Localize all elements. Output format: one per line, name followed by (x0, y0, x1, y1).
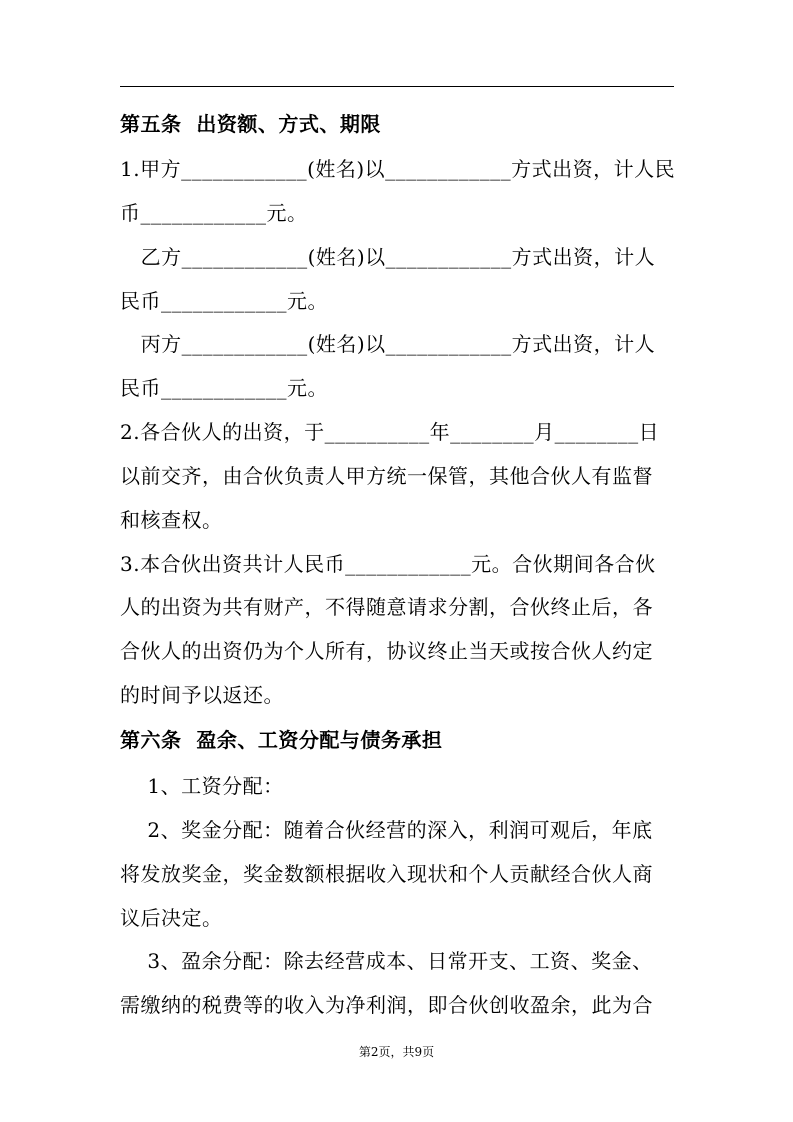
header-rule (120, 86, 674, 87)
section-5-line-11: 人的出资为共有财产，不得随意请求分割，合伙终止后，各 (120, 595, 653, 619)
section-5-line-6: 民币____________元。 (120, 376, 328, 400)
section-6-line-1: 1、工资分配： (120, 774, 284, 798)
section-6-line-6: 需缴纳的税费等的收入为净利润，即合伙创收盈余，此为合 (120, 993, 653, 1017)
section-5-line-7: 2.各合伙人的出资，于__________年________月________日 (120, 420, 660, 444)
section-6-heading: 第六条 盈余、工资分配与债务承担 (120, 728, 443, 752)
section-5-line-9: 和核查权。 (120, 508, 223, 532)
section-5-line-1: 1.甲方____________(姓名)以____________方式出资，计人民 (120, 157, 676, 181)
section-5-line-5: 丙方____________(姓名)以____________方式出资，计人 (120, 332, 656, 356)
section-6-line-3: 将发放奖金，奖金数额根据收入现状和个人贡献经合伙人商 (120, 862, 653, 886)
section-5-line-12: 合伙人的出资仍为个人所有，协议终止当天或按合伙人约定 (120, 639, 653, 663)
section-5-line-13: 的时间予以返还。 (120, 683, 284, 707)
section-5-line-4: 民币____________元。 (120, 289, 328, 313)
section-5-line-3: 乙方____________(姓名)以____________方式出资，计人 (120, 245, 656, 269)
section-5-line-8: 以前交齐，由合伙负责人甲方统一保管，其他合伙人有监督 (120, 464, 653, 488)
section-5-heading: 第五条 出资额、方式、期限 (120, 112, 381, 136)
section-6-line-2: 2、奖金分配：随着合伙经营的深入，利润可观后，年底 (120, 818, 653, 842)
section-5-line-2: 币____________元。 (120, 201, 308, 225)
section-6-line-5: 3、盈余分配：除去经营成本、日常开支、工资、奖金、 (120, 949, 653, 973)
section-6-line-4: 议后决定。 (120, 906, 223, 930)
page-footer: 第2页，共9页 (358, 1045, 435, 1059)
section-5-line-10: 3.本合伙出资共计人民币____________元。合伙期间各合伙 (120, 552, 656, 576)
